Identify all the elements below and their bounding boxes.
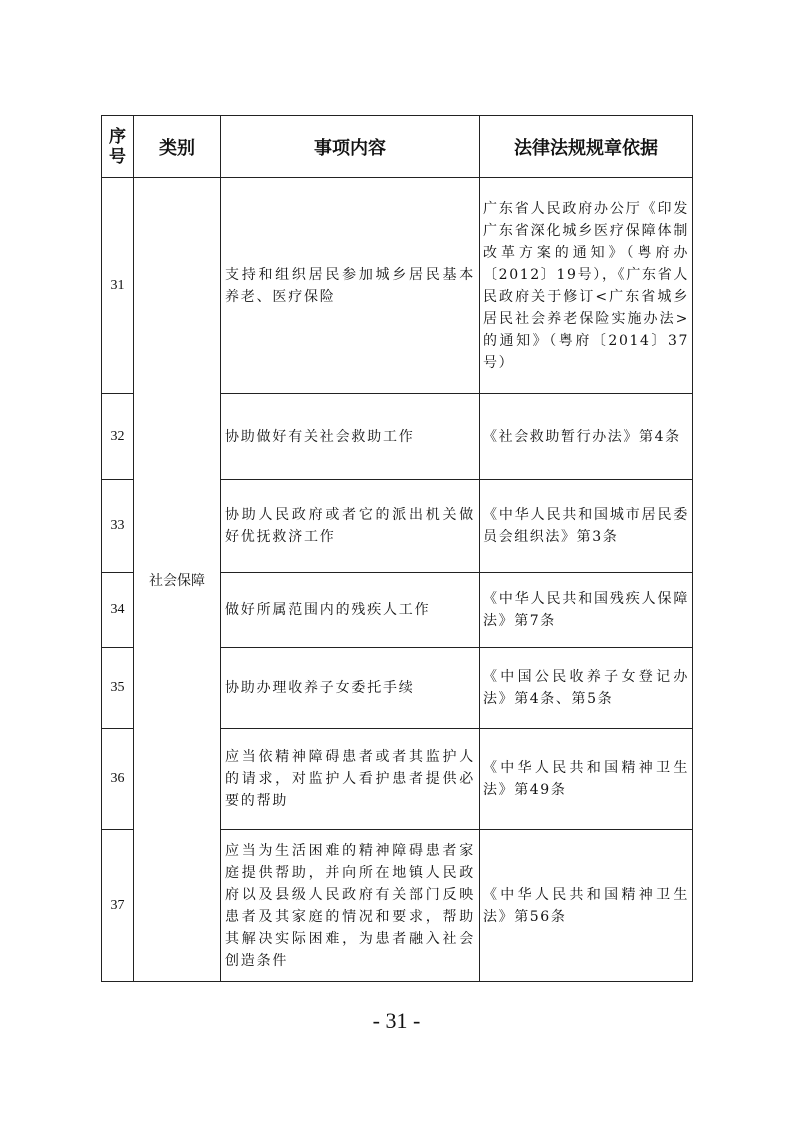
row-number: 33 — [102, 480, 134, 573]
item-content: 做好所属范围内的残疾人工作 — [221, 573, 480, 648]
row-number: 36 — [102, 729, 134, 830]
category-cell: 社会保障 — [134, 178, 221, 982]
item-content: 支持和组织居民参加城乡居民基本养老、医疗保险 — [221, 178, 480, 394]
legal-basis: 《中国公民收养子女登记办法》第4条、第5条 — [480, 648, 693, 729]
table-row — [102, 178, 693, 394]
header-seq: 序号 — [102, 116, 134, 178]
row-number: 32 — [102, 394, 134, 480]
legal-basis: 《社会救助暂行办法》第4条 — [480, 394, 693, 480]
row-number: 31 — [102, 178, 134, 394]
legal-basis: 《中华人民共和国城市居民委员会组织法》第3条 — [480, 480, 693, 573]
item-content: 协助做好有关社会救助工作 — [221, 394, 480, 480]
row-number: 35 — [102, 648, 134, 729]
header-basis: 法律法规规章依据 — [480, 116, 693, 178]
header-category: 类别 — [134, 116, 221, 178]
item-content: 协助人民政府或者它的派出机关做好优抚救济工作 — [221, 480, 480, 573]
header-content: 事项内容 — [221, 116, 480, 178]
row-number: 37 — [102, 830, 134, 982]
regulation-table — [101, 115, 693, 982]
item-content: 应当依精神障碍患者或者其监护人的请求，对监护人看护患者提供必要的帮助 — [221, 729, 480, 830]
row-number: 34 — [102, 573, 134, 648]
item-content: 应当为生活困难的精神障碍患者家庭提供帮助，并向所在地镇人民政府以及县级人民政府有关部门反映患者及其家庭的情况和要求，帮助其解决实际困难，为患者融入社会创造条件 — [221, 830, 480, 982]
legal-basis: 广东省人民政府办公厅《印发广东省深化城乡医疗保障体制改革方案的通知》（粤府办〔2012〕19号），《广东省人民政府关于修订<广东省城乡居民社会养老保险实施办法>的通知》（粤府〔2014〕37号） — [480, 178, 693, 394]
legal-basis: 《中华人民共和国精神卫生法》第56条 — [480, 830, 693, 982]
item-content: 协助办理收养子女委托手续 — [221, 648, 480, 729]
page-number: - 31 - — [372, 1008, 421, 1033]
legal-basis: 《中华人民共和国精神卫生法》第49条 — [480, 729, 693, 830]
legal-basis: 《中华人民共和国残疾人保障法》第7条 — [480, 573, 693, 648]
header-row — [102, 116, 693, 178]
